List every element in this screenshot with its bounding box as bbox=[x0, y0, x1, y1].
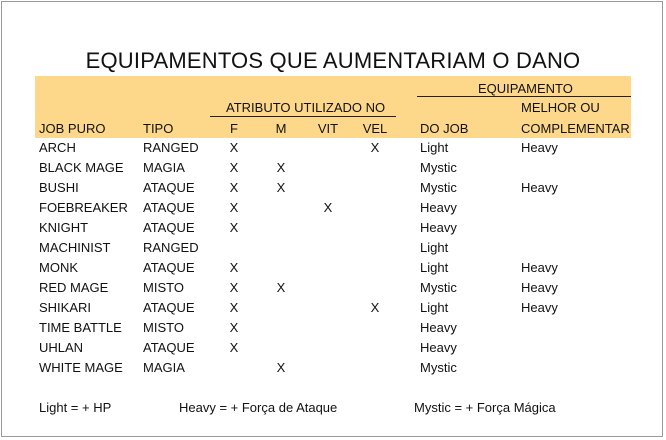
column-header-f: F bbox=[230, 121, 238, 136]
column-header-vel: VEL bbox=[362, 121, 388, 136]
cell-tipo: RANGED bbox=[143, 140, 199, 155]
cell-tipo: ATAQUE bbox=[143, 180, 195, 195]
cell-do-job: Heavy bbox=[420, 200, 457, 215]
cell-f: X bbox=[229, 180, 239, 195]
header-atributo: ATRIBUTO UTILIZADO NO bbox=[226, 100, 386, 115]
cell-tipo: MAGIA bbox=[143, 160, 185, 175]
column-header-do-job: DO JOB bbox=[420, 121, 469, 136]
column-header-tipo: TIPO bbox=[143, 121, 174, 136]
cell-f: X bbox=[229, 300, 239, 315]
cell-do-job: Mystic bbox=[420, 180, 457, 195]
header-equipamento: EQUIPAMENTO bbox=[478, 81, 573, 96]
cell-job: RED MAGE bbox=[39, 280, 109, 295]
cell-melhor: Heavy bbox=[521, 260, 558, 275]
cell-vel: X bbox=[370, 300, 380, 315]
cell-tipo: MISTO bbox=[143, 320, 184, 335]
cell-job: KNIGHT bbox=[39, 220, 89, 235]
cell-f: X bbox=[229, 200, 239, 215]
cell-do-job: Light bbox=[420, 260, 449, 275]
cell-m: X bbox=[276, 180, 286, 195]
cell-do-job: Light bbox=[420, 140, 449, 155]
cell-tipo: ATAQUE bbox=[143, 300, 195, 315]
cell-m: X bbox=[276, 280, 286, 295]
cell-do-job: Light bbox=[420, 300, 449, 315]
cell-melhor: Heavy bbox=[521, 300, 558, 315]
cell-melhor: Heavy bbox=[521, 140, 558, 155]
cell-job: MACHINIST bbox=[39, 240, 111, 255]
atributo-underline bbox=[210, 116, 396, 117]
cell-tipo: RANGED bbox=[143, 240, 199, 255]
cell-f: X bbox=[229, 140, 239, 155]
cell-do-job: Heavy bbox=[420, 220, 457, 235]
cell-job: UHLAN bbox=[39, 340, 84, 355]
cell-f: X bbox=[229, 340, 239, 355]
column-header-complementar: COMPLEMENTAR bbox=[521, 121, 630, 136]
cell-tipo: ATAQUE bbox=[143, 340, 195, 355]
cell-job: BLACK MAGE bbox=[39, 160, 124, 175]
cell-do-job: Mystic bbox=[420, 360, 457, 375]
cell-m: X bbox=[276, 360, 286, 375]
cell-job: BUSHI bbox=[39, 180, 79, 195]
cell-melhor: Heavy bbox=[521, 180, 558, 195]
cell-f: X bbox=[229, 320, 239, 335]
cell-tipo: ATAQUE bbox=[143, 260, 195, 275]
cell-job: FOEBREAKER bbox=[39, 200, 128, 215]
legend-light: Light = + HP bbox=[39, 400, 112, 415]
header-melhor: MELHOR OU bbox=[521, 100, 600, 115]
cell-job: SHIKARI bbox=[39, 300, 92, 315]
cell-do-job: Mystic bbox=[420, 160, 457, 175]
cell-f: X bbox=[229, 160, 239, 175]
cell-job: WHITE MAGE bbox=[39, 360, 123, 375]
cell-job: TIME BATTLE bbox=[39, 320, 122, 335]
page-title: EQUIPAMENTOS QUE AUMENTARIAM O DANO bbox=[85, 48, 581, 73]
cell-tipo: ATAQUE bbox=[143, 220, 195, 235]
equipamento-underline bbox=[417, 96, 631, 97]
cell-melhor: Heavy bbox=[521, 280, 558, 295]
cell-tipo: ATAQUE bbox=[143, 200, 195, 215]
cell-do-job: Light bbox=[420, 240, 449, 255]
cell-vit: X bbox=[323, 200, 333, 215]
column-header-m: M bbox=[275, 121, 287, 136]
column-header-vit: VIT bbox=[317, 121, 339, 136]
cell-f: X bbox=[229, 260, 239, 275]
cell-tipo: MISTO bbox=[143, 280, 184, 295]
cell-job: ARCH bbox=[39, 140, 76, 155]
cell-tipo: MAGIA bbox=[143, 360, 185, 375]
cell-do-job: Mystic bbox=[420, 280, 457, 295]
cell-job: MONK bbox=[39, 260, 78, 275]
legend-mystic: Mystic = + Força Mágica bbox=[414, 400, 556, 415]
cell-do-job: Heavy bbox=[420, 320, 457, 335]
cell-vel: X bbox=[370, 140, 380, 155]
cell-do-job: Heavy bbox=[420, 340, 457, 355]
column-header-job: JOB PURO bbox=[39, 121, 106, 136]
cell-m: X bbox=[276, 160, 286, 175]
legend-heavy: Heavy = + Força de Ataque bbox=[179, 400, 338, 415]
cell-f: X bbox=[229, 220, 239, 235]
cell-f: X bbox=[229, 280, 239, 295]
